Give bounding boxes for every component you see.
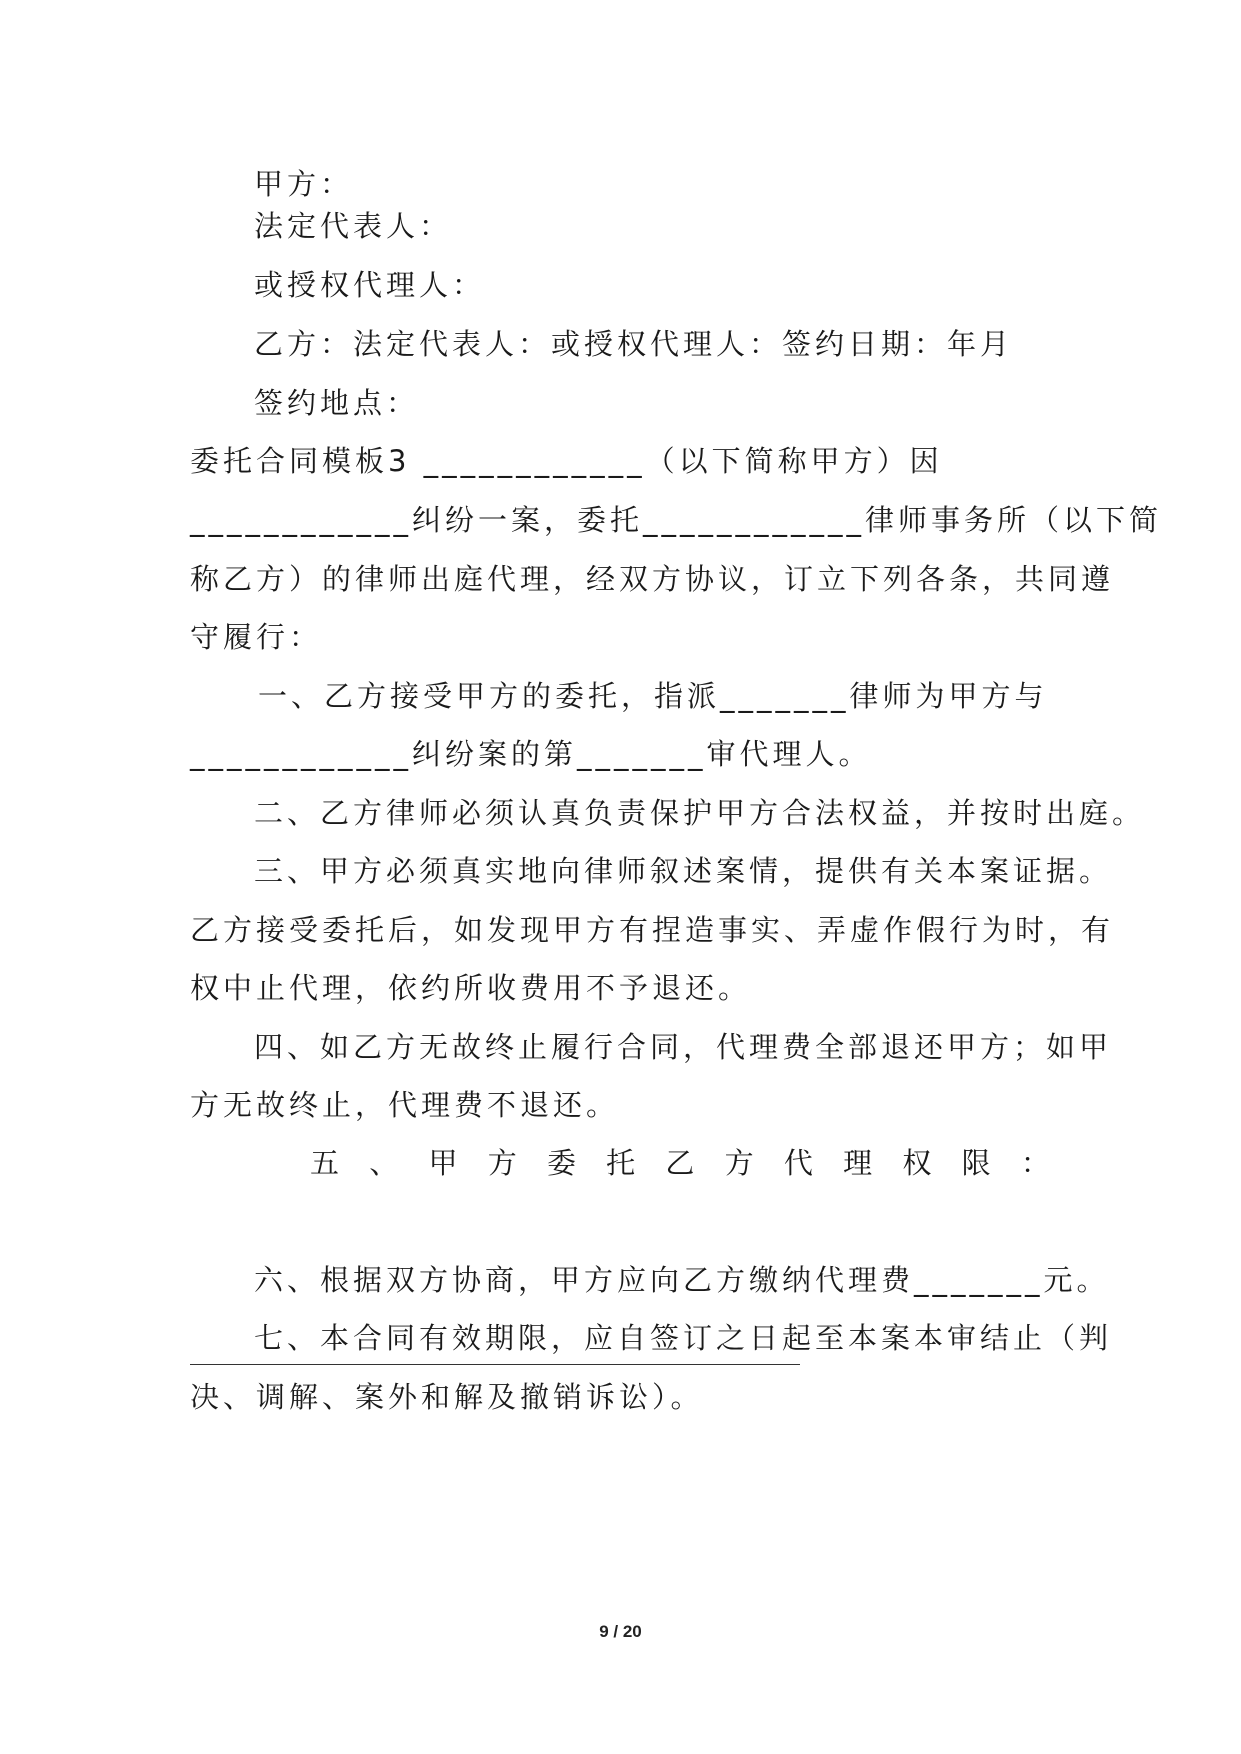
clause-5-char: 乙 xyxy=(665,1146,695,1180)
clause-6: 六、根据双方协商，甲方应向乙方缴纳代理费_______元。 xyxy=(254,1263,1110,1297)
clause-7-line: 七、本合同有效期限，应自签订之日起至本案本审结止（判 xyxy=(254,1321,1113,1355)
blank-underline xyxy=(190,1364,800,1365)
clause-3-line: 权中止代理，依约所收费用不予退还。 xyxy=(190,971,752,1005)
clause-3-line: 乙方接受委托后，如发现甲方有捏造事实、弄虚作假行为时，有 xyxy=(190,913,1115,947)
page-number: 9 / 20 xyxy=(599,1622,642,1641)
party-a-label: 甲方： xyxy=(254,167,354,201)
clause-5-char: 理 xyxy=(843,1146,873,1180)
body-line: 守履行： xyxy=(190,620,323,654)
clause-2: 二、乙方律师必须认真负责保护甲方合法权益，并按时出庭。 xyxy=(254,796,1146,830)
signing-place-label: 签约地点： xyxy=(254,386,420,420)
clause-5-char: 托 xyxy=(606,1146,636,1180)
clause-5-char: 方 xyxy=(724,1146,754,1180)
clause-5-heading xyxy=(310,1143,1050,1183)
party-b-line: 乙方：法定代表人：或授权代理人：签约日期：年月 xyxy=(254,327,1014,361)
clause-1-line: 一、乙方接受甲方的委托，指派_______律师为甲方与 xyxy=(258,679,1048,713)
clause-4-line: 方无故终止，代理费不退还。 xyxy=(190,1088,620,1122)
body-line: 称乙方）的律师出庭代理，经双方协议，订立下列各条，共同遵 xyxy=(190,562,1115,596)
clause-3-line: 三、甲方必须真实地向律师叙述案情，提供有关本案证据。 xyxy=(254,854,1113,888)
clause-5-char: 、 xyxy=(369,1146,399,1180)
clause-7-line: 决、调解、案外和解及撤销诉讼）。 xyxy=(190,1380,704,1414)
clause-1-line: ____________纠纷案的第_______审代理人。 xyxy=(190,737,872,771)
authorized-agent-label: 或授权代理人： xyxy=(254,268,486,302)
clause-5-char: 委 xyxy=(546,1146,576,1180)
clause-5-char: ： xyxy=(1020,1146,1050,1180)
clause-5-char: 限 xyxy=(961,1146,991,1180)
template-title-line: 委托合同模板3 ____________（以下简称甲方）因 xyxy=(190,444,943,478)
legal-rep-label: 法定代表人： xyxy=(254,209,453,243)
clause-5-char: 五 xyxy=(310,1146,340,1180)
clause-5-char: 权 xyxy=(902,1146,932,1180)
clause-5-char: 方 xyxy=(487,1146,517,1180)
body-line: ____________纠纷一案，委托____________律师事务所（以下简 xyxy=(190,503,1163,537)
clause-5-char: 代 xyxy=(783,1146,813,1180)
clause-4-line: 四、如乙方无故终止履行合同，代理费全部退还甲方；如甲 xyxy=(254,1030,1113,1064)
clause-5-char: 甲 xyxy=(428,1146,458,1180)
